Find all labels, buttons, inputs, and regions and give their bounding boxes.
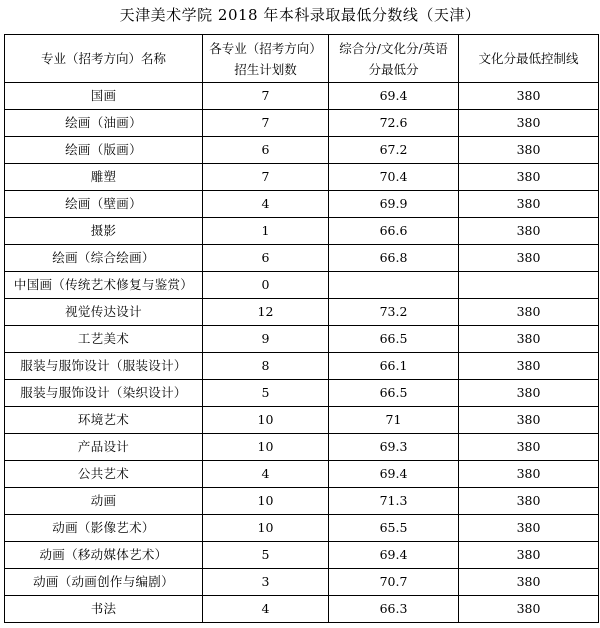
cell-major: 服装与服饰设计（染织设计）: [5, 380, 203, 407]
cell-control: 380: [459, 407, 599, 434]
cell-control: 380: [459, 245, 599, 272]
table-row: [5, 380, 599, 407]
cell-plan: 10: [203, 515, 329, 542]
cell-plan: 4: [203, 596, 329, 623]
cell-plan: 1: [203, 218, 329, 245]
table-body: [5, 83, 599, 623]
table-row: [5, 461, 599, 488]
cell-plan: 10: [203, 407, 329, 434]
cell-score: 65.5: [329, 515, 459, 542]
cell-major: 绘画（壁画）: [5, 191, 203, 218]
table-header-row: [5, 35, 599, 83]
cell-major: 摄影: [5, 218, 203, 245]
cell-control: 380: [459, 542, 599, 569]
cell-major: 动画（移动媒体艺术）: [5, 542, 203, 569]
header-major-label: 专业（招考方向）名称: [40, 51, 166, 66]
cell-score: 71: [329, 407, 459, 434]
cell-control: 380: [459, 353, 599, 380]
cell-plan: 7: [203, 83, 329, 110]
cell-major: 视觉传达设计: [5, 299, 203, 326]
cell-plan: 4: [203, 191, 329, 218]
table-row: [5, 218, 599, 245]
header-score-line2: 分最低分: [368, 61, 419, 77]
cell-plan: 4: [203, 461, 329, 488]
cell-control: 380: [459, 461, 599, 488]
header-control: [459, 35, 599, 83]
cell-score: 69.9: [329, 191, 459, 218]
cell-score: 66.3: [329, 596, 459, 623]
cell-major: 国画: [5, 83, 203, 110]
cell-major: 公共艺术: [5, 461, 203, 488]
cell-plan: 5: [203, 380, 329, 407]
cell-major: 环境艺术: [5, 407, 203, 434]
cell-control: [459, 272, 599, 299]
table-row: [5, 569, 599, 596]
cell-major: 绘画（版画）: [5, 137, 203, 164]
table-row: [5, 596, 599, 623]
cell-plan: 6: [203, 137, 329, 164]
cell-score: 66.5: [329, 326, 459, 353]
cell-major: 动画（动画创作与编剧）: [5, 569, 203, 596]
table-row: [5, 272, 599, 299]
table-row: [5, 488, 599, 515]
table-row: [5, 515, 599, 542]
cell-control: 380: [459, 380, 599, 407]
table-row: [5, 164, 599, 191]
cell-control: 380: [459, 434, 599, 461]
header-plan-line2: 招生计划数: [234, 61, 297, 77]
table-row: [5, 353, 599, 380]
cell-plan: 10: [203, 434, 329, 461]
cell-control: 380: [459, 299, 599, 326]
cell-control: 380: [459, 83, 599, 110]
cell-plan: 5: [203, 542, 329, 569]
cell-score: 69.4: [329, 83, 459, 110]
cell-major: 产品设计: [5, 434, 203, 461]
cell-plan: 6: [203, 245, 329, 272]
cell-score: 66.1: [329, 353, 459, 380]
cell-control: 380: [459, 137, 599, 164]
header-score: [329, 35, 459, 83]
cell-score: 72.6: [329, 110, 459, 137]
table-row: [5, 245, 599, 272]
cell-score: 66.6: [329, 218, 459, 245]
cell-score: 69.4: [329, 461, 459, 488]
cell-score: 67.2: [329, 137, 459, 164]
table-row: [5, 326, 599, 353]
cell-score: 73.2: [329, 299, 459, 326]
header-plan: [203, 35, 329, 83]
cell-score: 71.3: [329, 488, 459, 515]
cell-plan: 10: [203, 488, 329, 515]
admission-score-table: [4, 34, 599, 623]
cell-major: 服装与服饰设计（服装设计）: [5, 353, 203, 380]
cell-control: 380: [459, 110, 599, 137]
table-row: [5, 191, 599, 218]
table-row: [5, 110, 599, 137]
cell-plan: 7: [203, 164, 329, 191]
cell-major: 绘画（油画）: [5, 110, 203, 137]
cell-score: [329, 272, 459, 299]
cell-plan: 7: [203, 110, 329, 137]
table-row: [5, 542, 599, 569]
header-major: [5, 35, 203, 83]
table-row: [5, 407, 599, 434]
cell-major: 中国画（传统艺术修复与鉴赏）: [5, 272, 203, 299]
cell-major: 雕塑: [5, 164, 203, 191]
header-plan-line1: 各专业（招考方向）: [209, 40, 322, 56]
cell-major: 工艺美术: [5, 326, 203, 353]
cell-plan: 0: [203, 272, 329, 299]
cell-plan: 8: [203, 353, 329, 380]
table-row: [5, 434, 599, 461]
cell-score: 70.4: [329, 164, 459, 191]
cell-score: 66.8: [329, 245, 459, 272]
cell-plan: 12: [203, 299, 329, 326]
cell-score: 69.4: [329, 542, 459, 569]
document-title: 天津美术学院 2018 年本科录取最低分数线（天津）: [119, 6, 481, 24]
cell-control: 380: [459, 218, 599, 245]
header-score-line1: 综合分/文化分/英语: [339, 40, 448, 56]
cell-control: 380: [459, 596, 599, 623]
cell-plan: 3: [203, 569, 329, 596]
cell-control: 380: [459, 515, 599, 542]
cell-major: 书法: [5, 596, 203, 623]
cell-control: 380: [459, 326, 599, 353]
cell-control: 380: [459, 488, 599, 515]
cell-major: 动画: [5, 488, 203, 515]
cell-control: 380: [459, 569, 599, 596]
cell-score: 69.3: [329, 434, 459, 461]
cell-major: 绘画（综合绘画）: [5, 245, 203, 272]
cell-plan: 9: [203, 326, 329, 353]
table-row: [5, 137, 599, 164]
table-row: [5, 299, 599, 326]
header-control-label: 文化分最低控制线: [478, 51, 579, 66]
cell-control: 380: [459, 191, 599, 218]
cell-major: 动画（影像艺术）: [5, 515, 203, 542]
cell-control: 380: [459, 164, 599, 191]
table-row: [5, 83, 599, 110]
cell-score: 66.5: [329, 380, 459, 407]
cell-score: 70.7: [329, 569, 459, 596]
